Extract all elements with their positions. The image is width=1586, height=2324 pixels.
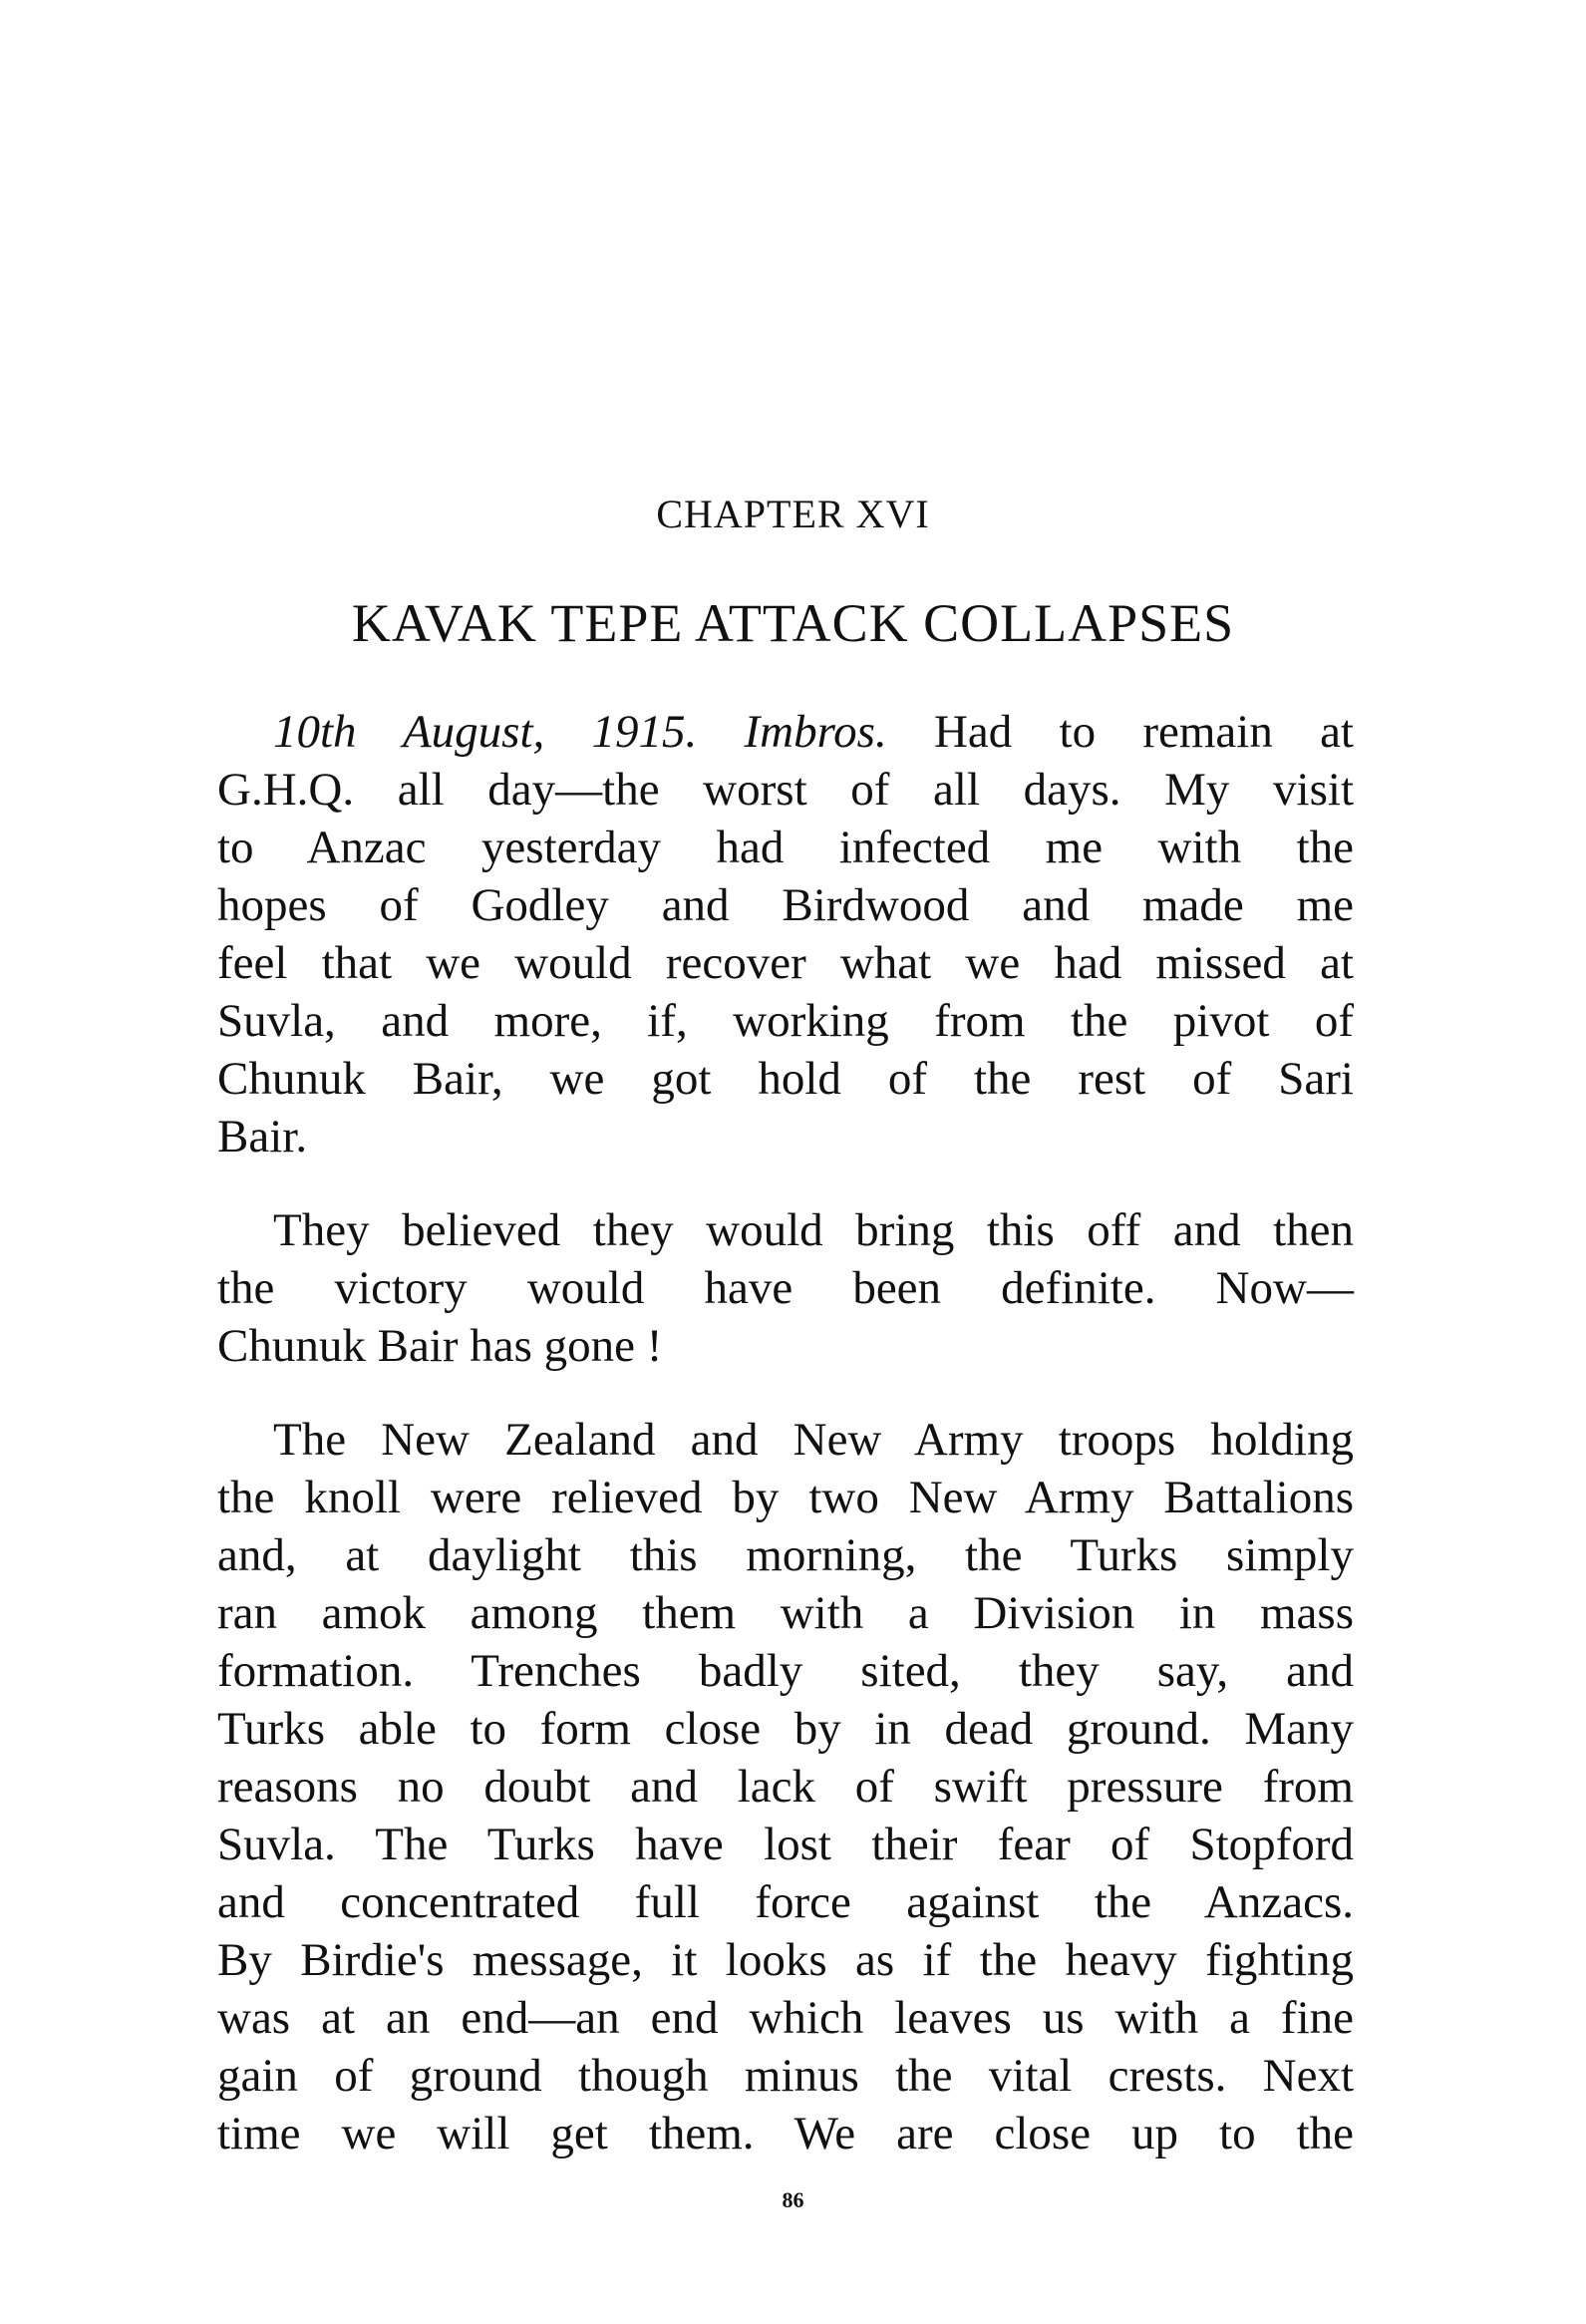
text-line: hopes of Godley and Birdwood and made me — [217, 879, 1354, 931]
text-line: Turks able to form close by in dead ground. Many — [217, 1703, 1354, 1755]
page-number: 86 — [782, 2187, 804, 2212]
text-line: Suvla. The Turks have lost their fear of Stopford — [217, 1819, 1354, 1870]
text-line: G.H.Q. all day—the worst of all days. My visit — [217, 764, 1354, 816]
text-line: the knoll were relieved by two New Army Battalions — [217, 1472, 1354, 1523]
text-line: Chunuk Bair, we got hold of the rest of Sari — [217, 1053, 1354, 1105]
text-line: formation. Trenches badly sited, they say, and — [217, 1645, 1354, 1697]
text-line: the victory would have been definite. Now— — [217, 1262, 1354, 1314]
text-line: and, at daylight this morning, the Turks simply — [217, 1529, 1354, 1581]
text-line: time we will get them. We are close up to the — [217, 2108, 1354, 2159]
text-line: to Anzac yesterday had infected me with the — [217, 822, 1354, 873]
text-line: feel that we would recover what we had missed at — [217, 937, 1354, 989]
text-line: gain of ground though minus the vital crests. Next — [217, 2050, 1354, 2102]
chapter-title: KAVAK TEPE ATTACK COLLAPSES — [351, 593, 1235, 653]
opening-text: Had to remain at — [933, 706, 1354, 758]
body-text — [217, 703, 1354, 2198]
text-line: Chunuk Bair has gone ! — [217, 1320, 663, 1372]
text-line: By Birdie's message, it looks as if the heavy fighting — [217, 1934, 1354, 1986]
chapter-number: CHAPTER XVI — [656, 492, 930, 536]
text-line: They believed they would bring this off and then — [273, 1204, 1354, 1256]
text-line: Bair. — [217, 1111, 308, 1162]
paragraph-1 — [217, 703, 1354, 1165]
text-line: Suvla, and more, if, working from the pivot of — [217, 995, 1354, 1047]
text-line: reasons no doubt and lack of swift pressure from — [217, 1761, 1354, 1813]
paragraph-3 — [217, 1411, 1354, 2162]
text-line: The New Zealand and New Army troops holding — [273, 1414, 1354, 1466]
entry-place: Imbros. — [744, 706, 887, 758]
text-line — [217, 703, 1354, 761]
text-line: and concentrated full force against the Anzacs. — [217, 1876, 1354, 1928]
text-line: ran amok among them with a Division in mass — [217, 1587, 1354, 1639]
paragraph-2 — [217, 1201, 1354, 1375]
text-line: was at an end—an end which leaves us with a fine — [217, 1992, 1354, 2044]
entry-date: 10th August, 1915. — [273, 706, 698, 758]
